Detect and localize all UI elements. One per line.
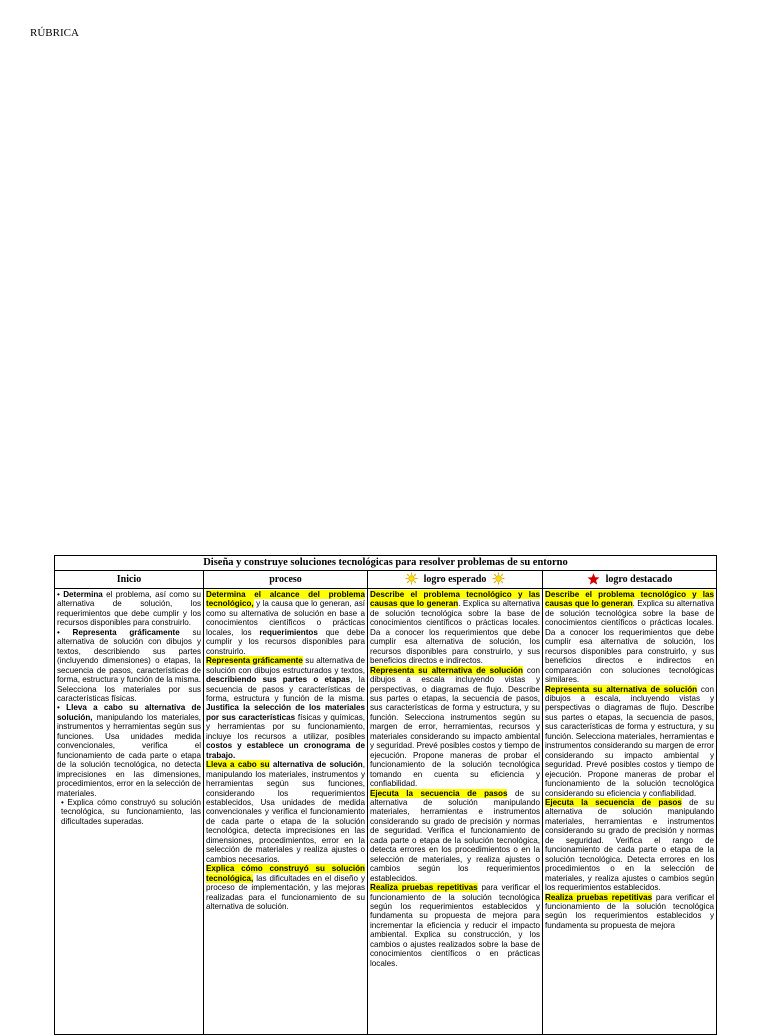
inicio-item-3 [57, 703, 201, 798]
cell-logro-esperado [368, 589, 543, 1035]
proceso-para-2-text-2: , la secuencia de pasos y características de forma, estructura y función de la misma. [206, 675, 365, 703]
proceso-para-2 [206, 656, 365, 760]
esperado-para-2 [370, 666, 540, 789]
destacado-para-2-highlight: Representa su alternativa de solución [545, 684, 698, 694]
inicio-item-4 [57, 798, 201, 826]
inicio-item-1 [57, 590, 201, 628]
inicio-item-1-text: el problema, así como su alternativa de solución, los requerimientos que debe cumplir y los recursos disponibles para construirlo. [57, 590, 202, 628]
esperado-para-1-text: . Explica su alternativa de solución tecnológica sobre la base de conocimientos científicos o prácticas locales. Da a conocer los requerimientos que debe cumplir esa alternativa de solución, los recursos disponibles para construirlo, y sus beneficios directos e indirectos. [370, 599, 540, 666]
proceso-para-1 [206, 590, 365, 656]
proceso-para-3-bold: alternativa de solución [269, 760, 363, 770]
proceso-para-1-text-2: que debe cumplir y los recursos disponibles para construirlo. [206, 627, 365, 656]
proceso-para-2-bold-2: Justifica la selección de los materiales por sus características [206, 703, 365, 722]
esperado-para-1 [370, 590, 540, 666]
proceso-para-4-text: las dificultades en el diseño y proceso de implementación, y las mejoras realizadas para el funcionamiento de su alternativa de solución. [206, 873, 365, 911]
esperado-para-2-highlight: Representa su alternativa de solución [370, 665, 523, 675]
rubric-title: Diseña y construye soluciones tecnológicas para resolver problemas de su entorno [55, 556, 716, 571]
bullet: • [61, 797, 68, 807]
esperado-para-4-highlight: Realiza pruebas repetitivas [370, 883, 478, 893]
cell-proceso [204, 589, 368, 1035]
inicio-item-2-keyword: Representa gráficamente [72, 627, 180, 637]
esperado-para-4-text: para verificar el funcionamiento de la solución tecnológica según los requerimientos establecidos y fundamenta su propuesta de mejora para incrementar la eficiencia y reducir el impacto ambiental. Explica su construcción, y los cambios o ajustes realizados sobre la base de conocimientos científicos o en prácticas locales. [370, 883, 540, 968]
header-inicio [55, 571, 204, 588]
destacado-para-3 [545, 798, 714, 893]
header-logro-destacado [543, 571, 716, 588]
header-proceso [204, 571, 368, 588]
inicio-item-3-text: manipulando los materiales, instrumentos y herramientas según sus funciones. Usa unidades medida convencionales, verifica el funcionamiento de cada parte o etapa de la solución tecnológica, no detecta imprecisiones en las dimensiones, procedimientos, error en la selección de materiales. [57, 712, 201, 798]
esperado-para-3 [370, 789, 540, 884]
header-inicio-label: Inicio [116, 574, 142, 585]
esperado-para-1-highlight: Describe el problema tecnológico y las causas que lo generan [370, 590, 540, 609]
proceso-para-4-highlight: Explica cómo construyó su solución tecnológica, [206, 864, 365, 883]
document-label: RÚBRICA [30, 27, 79, 39]
inicio-item-4-text: Explica cómo construyó su solución tecnológica, su funcionamiento, las dificultades superadas. [61, 797, 201, 826]
destacado-para-3-text: de su alternativa de solución manipulando materiales, herramientas e instrumentos considerando su grado de precisión y normas de seguridad. Verifica el rango de funcionamiento de cada parte o etapa de la solución tecnológica. Detecta errores en los procedimientos o en la selección de materiales, y realiza ajustes o cambios según los requerimientos establecidos. [545, 797, 714, 893]
proceso-para-2-text-3: físicas y químicas, y herramientas por su funcionamiento, incluye los recursos a utilizar, posibles [206, 712, 366, 741]
proceso-para-4 [206, 864, 365, 911]
rubric-table [54, 555, 717, 1035]
inicio-item-1-keyword: Determina [63, 590, 103, 599]
inicio-item-2 [57, 628, 201, 704]
proceso-para-3 [206, 760, 365, 864]
proceso-para-2-text: su alternativa de solución con dibujos estructurados y textos, [206, 656, 365, 675]
bullet: • [57, 703, 67, 713]
destacado-para-4-text: para verificar el funcionamiento de la solución tecnológica según los requerimientos establecidos y fundamenta su propuesta de mejora [545, 892, 714, 930]
cell-logro-destacado [543, 589, 716, 1035]
destacado-para-1-highlight: Describe el problema tecnológico y las causas que lo generan [545, 590, 714, 609]
esperado-para-3-text: de su alternativa de solución manipulando materiales, herramientas e instrumentos considerando su grado de precisión y normas de seguridad. Verifica el funcionamiento de cada parte o etapa de la solución tecnológica, detecta errores en los procedimientos o en la selección de materiales, y realiza ajustes o cambios según los requerimientos establecidos. [370, 788, 540, 883]
cell-inicio [55, 589, 204, 1035]
proceso-para-2-bold: describiendo sus partes o etapas [206, 675, 351, 685]
inicio-item-3-keyword: Lleva a cabo su alternativa de solución, [57, 703, 201, 722]
proceso-para-2-highlight: Representa gráficamente [206, 656, 303, 666]
esperado-para-2-text: con dibujos a escala incluyendo vistas y perspectivas, o diagramas de flujo. Describe sus partes o etapas, la secuencia de pasos, sus características de forma y estructura, y su función. Selecciona instrumentos según su margen de error, herramientas, recursos y materiales considerando su impacto ambiental y seguridad. Prevé posibles costos y tiempo de ejecución. Propone maneras de probar el funcionamiento de la solución tecnológica tomando en cuenta su eficiencia y confiabilidad. [370, 665, 540, 789]
destacado-para-1 [545, 590, 714, 685]
proceso-para-1-bold: requerimientos [259, 627, 318, 637]
proceso-para-2-bold-3: costos y establece un cronograma de trabajo. [206, 741, 365, 760]
header-destacado-label: logro destacado [605, 574, 673, 585]
sun-icon [405, 572, 418, 587]
header-proceso-label: proceso [269, 574, 302, 585]
destacado-para-1-text: . Explica su alternativa de solución tecnológica sobre la base de conocimientos científicos o prácticas locales. Da a conocer los requerimientos que debe cumplir esa alternativa de solución, los recursos disponibles para construirlo, y sus beneficios directos e indirectos en comparación con soluciones tecnológicas similares. [545, 599, 714, 685]
header-esperado-label: logro esperado [423, 574, 487, 585]
esperado-para-3-highlight: Ejecuta la secuencia de pasos [370, 788, 508, 798]
inicio-item-2-text: su alternativa de solución con dibujos y textos, describiendo sus partes (incluyendo dimensiones) o etapas, la secuencia de pasos, características de forma, estructura y función de la misma. Selecciona los materiales por sus características físicas. [57, 627, 201, 703]
destacado-para-4 [545, 893, 714, 931]
proceso-para-1-text: y la causa que lo generan, así como su alternativa de solución en base a conocimientos científicos o prácticas locales, los [206, 599, 365, 637]
destacado-para-4-highlight: Realiza pruebas repetitivas [545, 892, 653, 902]
header-logro-esperado [368, 571, 543, 588]
proceso-para-1-highlight: Determina el alcance del problema tecnológico, [206, 590, 365, 609]
destacado-para-2-text: con dibujos a escala, incluyendo vistas y perspectivas o diagramas de flujo. Describe sus partes o etapas, la secuencia de pasos, sus características de forma y estructura, y su función. Selecciona materiales, herramientas e instrumentos considerando su margen de error considerando su impacto ambiental y seguridad. Prevé posibles costos y tiempo de ejecución. Propone maneras de probar el funcionamiento de la solución tecnológica considerando su eficiencia y confiabilidad. [545, 684, 714, 798]
destacado-para-2 [545, 685, 714, 798]
bullet: • [57, 627, 73, 637]
star-icon [587, 573, 600, 587]
esperado-para-4 [370, 883, 540, 968]
destacado-para-3-highlight: Ejecuta la secuencia de pasos [545, 797, 682, 807]
rubric-body-row [55, 589, 716, 1035]
bullet: • [57, 590, 64, 599]
rubric-header-row [55, 571, 716, 589]
proceso-para-3-text: , manipulando los materiales, instrumentos y herramientas según sus funciones, considerando los requerimientos establecidos, Usa unidades de medida convencionales y verifica el funcionamiento de cada parte o etapa de la solución tecnológica, detecta imprecisiones en las dimensiones, procedimientos, error en la selección de materiales y realiza ajustes o cambios necesarios. [206, 760, 365, 864]
proceso-para-3-highlight: Lleva a cabo su [206, 760, 270, 770]
sun-icon [492, 572, 505, 587]
